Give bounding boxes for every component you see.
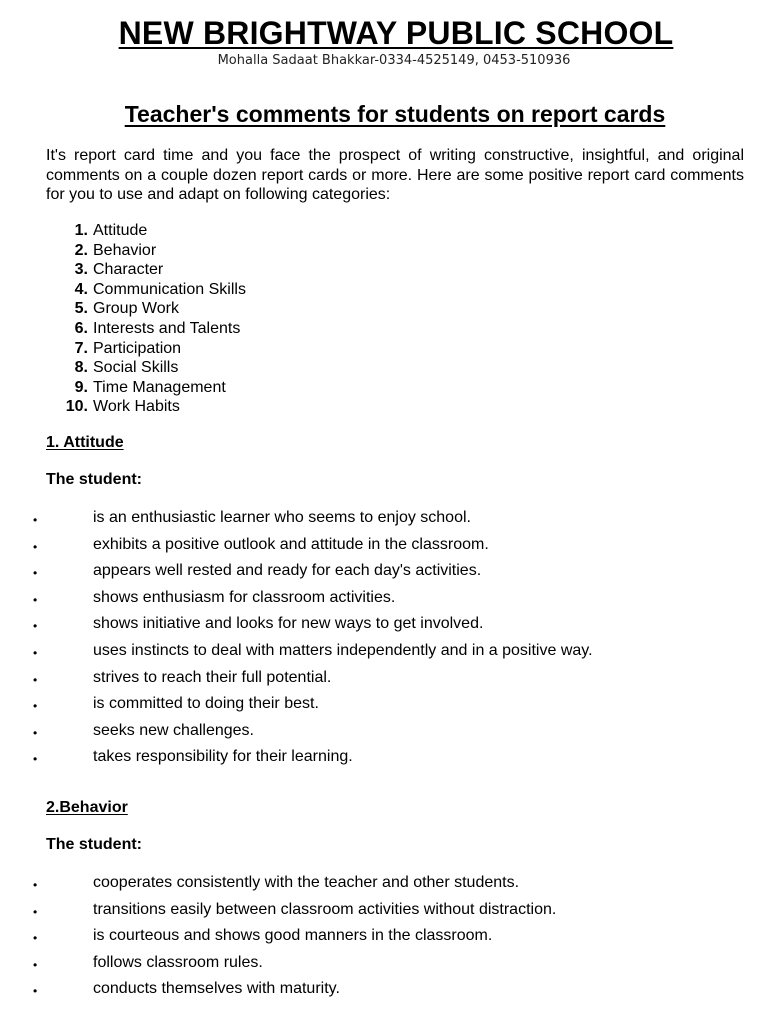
category-item bbox=[46, 221, 246, 241]
category-item bbox=[46, 358, 246, 378]
category-number: 1. bbox=[74, 222, 88, 239]
category-number: 5. bbox=[74, 300, 88, 318]
bullet-icon: • bbox=[33, 957, 38, 972]
category-number: 7. bbox=[74, 339, 88, 357]
category-label: Behavior bbox=[93, 241, 157, 259]
category-item bbox=[46, 319, 246, 339]
category-item bbox=[46, 260, 246, 280]
section-heading-attitude: 1. Attitude bbox=[46, 434, 124, 451]
category-label: Group Work bbox=[93, 300, 179, 318]
category-label: Attitude bbox=[93, 222, 148, 239]
school-name: NEW BRIGHTWAY PUBLIC SCHOOL bbox=[118, 15, 674, 51]
category-label: Communication Skills bbox=[93, 280, 246, 298]
bullet-icon: • bbox=[33, 619, 38, 634]
category-number: 8. bbox=[74, 359, 88, 377]
comment-text: cooperates consistently with the teacher and other students. bbox=[93, 874, 520, 891]
bullet-icon: • bbox=[33, 878, 38, 892]
category-label: Character bbox=[93, 261, 164, 279]
comment-text: is courteous and shows good manners in the classroom. bbox=[93, 927, 493, 945]
bullet-icon: • bbox=[33, 725, 38, 740]
category-label: Social Skills bbox=[93, 359, 179, 377]
comment-text: is an enthusiastic learner who seems to enjoy school. bbox=[93, 509, 471, 526]
category-item bbox=[46, 397, 246, 417]
category-number: 9. bbox=[74, 378, 88, 396]
bullet-icon: • bbox=[33, 645, 38, 660]
bullet-icon: • bbox=[33, 931, 38, 946]
comment-text: transitions easily between classroom activities without distraction. bbox=[93, 900, 557, 918]
student-label: The student: bbox=[46, 471, 142, 488]
category-number: 6. bbox=[74, 319, 88, 337]
school-address: Mohalla Sadaat Bhakkar-0334-4525149, 0453-510936 bbox=[217, 53, 571, 68]
bullet-icon: • bbox=[33, 984, 38, 999]
comment-text: exhibits a positive outlook and attitude in the classroom. bbox=[93, 535, 489, 553]
category-label: Interests and Talents bbox=[93, 319, 241, 337]
bullet-icon: • bbox=[33, 752, 38, 767]
comment-text: appears well rested and ready for each day's activities. bbox=[93, 562, 482, 580]
comment-text: takes responsibility for their learning. bbox=[93, 748, 353, 766]
bullet-icon: • bbox=[33, 566, 38, 581]
student-label: The student: bbox=[46, 836, 142, 853]
category-item bbox=[46, 339, 246, 359]
category-item bbox=[46, 280, 246, 300]
comment-text: uses instincts to deal with matters independently and in a positive way. bbox=[93, 641, 593, 659]
bullet-icon: • bbox=[33, 699, 38, 714]
bullet-icon: • bbox=[33, 592, 38, 607]
comment-text: shows initiative and looks for new ways to get involved. bbox=[93, 615, 484, 633]
comment-text: shows enthusiasm for classroom activities. bbox=[93, 588, 396, 606]
comment-text: strives to reach their full potential. bbox=[93, 668, 332, 686]
comment-text: conducts themselves with maturity. bbox=[93, 980, 340, 998]
bullet-icon: • bbox=[33, 513, 38, 527]
category-number: 3. bbox=[74, 261, 88, 279]
category-list bbox=[46, 221, 246, 417]
category-item bbox=[46, 378, 246, 398]
bullet-icon: • bbox=[33, 539, 38, 554]
comment-text: follows classroom rules. bbox=[93, 953, 263, 971]
category-number: 10. bbox=[65, 398, 88, 416]
category-number: 2. bbox=[74, 241, 88, 259]
category-number: 4. bbox=[74, 280, 88, 298]
comment-text: seeks new challenges. bbox=[93, 721, 254, 739]
comment-text: is committed to doing their best. bbox=[93, 695, 319, 713]
bullet-icon: • bbox=[33, 672, 38, 687]
intro-paragraph: It's report card time and you face the prospect of writing constructive, insightful, and original comments on a couple dozen report cards or more. Here are some positive report card comments for you to use and adapt on following categories: bbox=[46, 147, 744, 203]
category-item bbox=[46, 299, 246, 319]
bullet-icon: • bbox=[33, 904, 38, 919]
document-title: Teacher's comments for students on report cards bbox=[124, 101, 666, 127]
section-heading-behavior: 2.Behavior bbox=[46, 799, 128, 816]
category-item bbox=[46, 241, 246, 261]
category-label: Time Management bbox=[93, 378, 226, 396]
category-label: Work Habits bbox=[93, 398, 180, 416]
category-label: Participation bbox=[93, 339, 182, 357]
